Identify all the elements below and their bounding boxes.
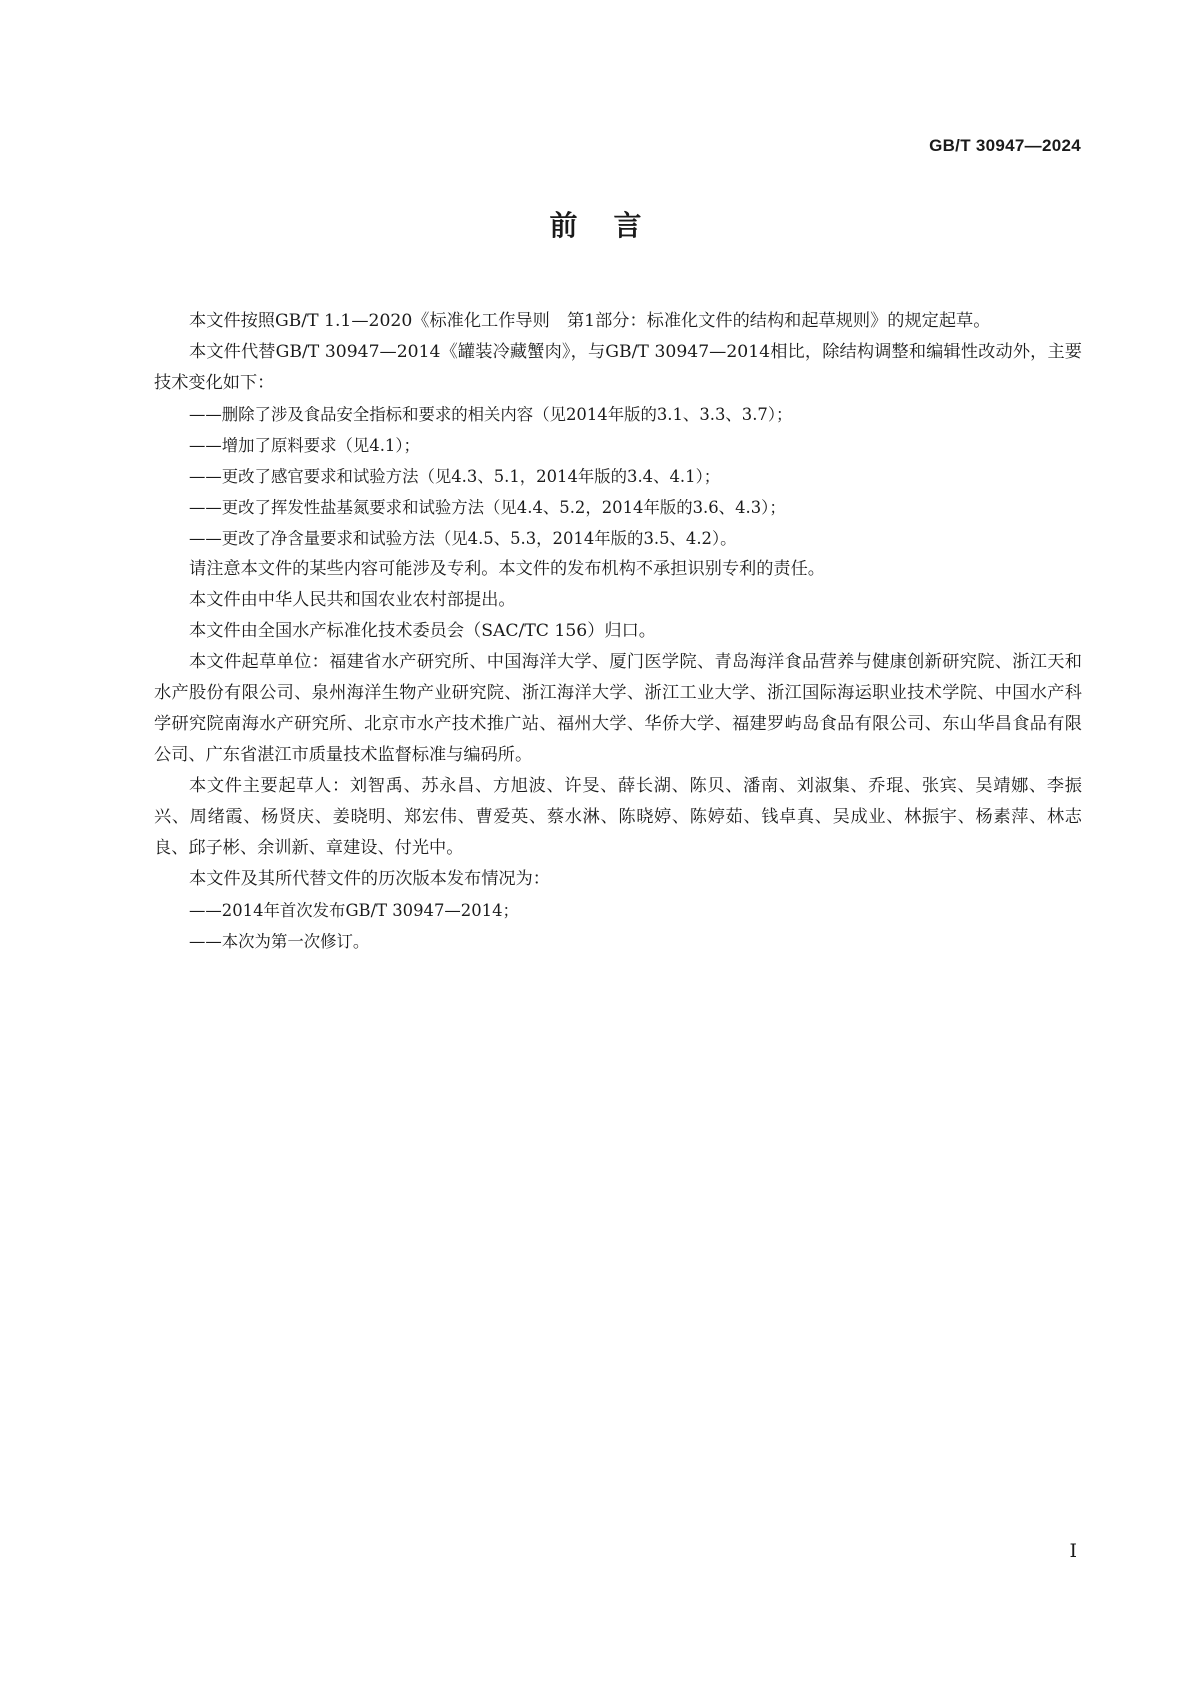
paragraph-history-intro: 本文件及其所代替文件的历次版本发布情况为：	[189, 869, 550, 889]
page-title: 前言	[549, 209, 678, 242]
paragraph-patent-notice: 请注意本文件的某些内容可能涉及专利。本文件的发布机构不承担识别专利的责任。	[189, 559, 825, 579]
paragraph-drafting-units: 本文件起草单位：福建省水产研究所、中国海洋大学、厦门医学院、青岛海洋食品营养与健康创新研究院、浙江天和水产股份有限公司、泉州海洋生物产业研究院、浙江海洋大学、浙江工业大学、浙江国际海运职业技术学院、中国水产科学研究院南海水产研究所、北京市水产技术推广站、福州大学、华侨大学、福建罗屿岛食品有限公司、东山华昌食品有限公司、广东省湛江市质量技术监督标准与编码所。	[154, 652, 1082, 765]
paragraph-replacement: 本文件代替GB/T 30947—2014《罐装冷藏蟹肉》，与GB/T 30947—2014相比，除结构调整和编辑性改动外，主要技术变化如下：	[154, 342, 1082, 393]
change-item: ——更改了挥发性盐基氮要求和试验方法（见4.4、5.2，2014年版的3.6、4.3）；	[189, 498, 786, 517]
paragraph-drafters: 本文件主要起草人：刘智禹、苏永昌、方旭波、许旻、薛长湖、陈贝、潘南、刘淑集、乔琨、张宾、吴靖娜、李振兴、周绪霞、杨贤庆、姜晓明、郑宏伟、曹爱英、蔡水淋、陈晓婷、陈婷茹、钱卓真、吴成业、林振宇、杨素萍、林志良、邱子彬、余训新、章建设、付光中。	[154, 776, 1082, 858]
change-item: ——删除了涉及食品安全指标和要求的相关内容（见2014年版的3.1、3.3、3.7）；	[189, 405, 793, 424]
paragraph-drafting-basis: 本文件按照GB/T 1.1—2020《标准化工作导则 第1部分：标准化文件的结构和起草规则》的规定起草。	[189, 311, 991, 331]
std-number: GB/T 30947—2024	[929, 136, 1081, 155]
paragraph-committee: 本文件由全国水产标准化技术委员会（SAC/TC 156）归口。	[189, 621, 656, 641]
history-item: ——2014年首次发布GB/T 30947—2014；	[189, 901, 519, 920]
paragraph-proposer: 本文件由中华人民共和国农业农村部提出。	[189, 590, 516, 610]
page-number: I	[1069, 1540, 1077, 1562]
change-item: ——增加了原料要求（见4.1）；	[189, 436, 420, 455]
document-body	[154, 306, 1082, 957]
history-item: ——本次为第一次修订。	[189, 932, 370, 951]
change-item: ——更改了净含量要求和试验方法（见4.5、5.3，2014年版的3.5、4.2）。	[189, 529, 737, 548]
change-item: ——更改了感官要求和试验方法（见4.3、5.1，2014年版的3.4、4.1）；	[189, 467, 721, 486]
